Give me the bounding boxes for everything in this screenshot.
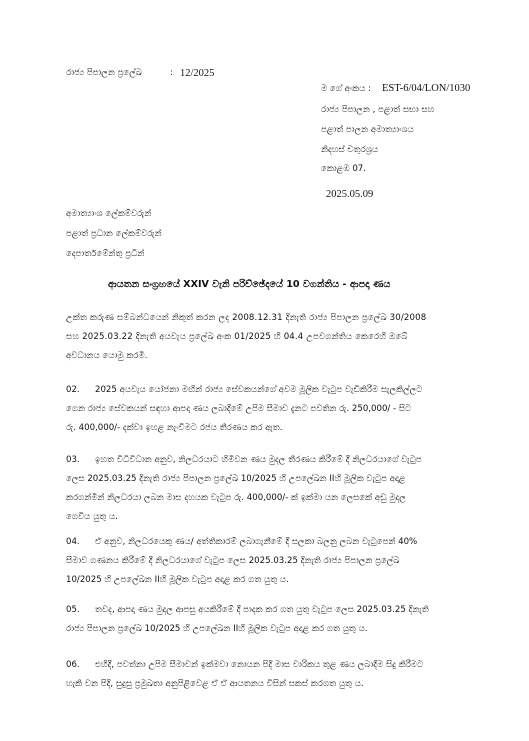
paragraph-line: රු. 400,000/- දක්වා ඉහළ නැංවීමට රජය තීරණය කර ඇත. xyxy=(66,423,283,433)
paragraph xyxy=(66,309,464,366)
circular-label: රාජ්‍ය පිපාලන ප්‍රලේඛ xyxy=(66,68,142,78)
circular-number: 12/2025 xyxy=(180,68,215,79)
paragraph-line: උක්ත කරුණ සම්බන්ධයෙන් නිකුත් කරන ලද 2008.12.31 දිනැති රාජ්‍ය පිපාලන ප්‍රලේඛ 30/2008 xyxy=(66,313,427,323)
paragraph-line xyxy=(66,656,464,675)
paragraph-line: කරගන්මින් නිලධරයා ලබන මාස දහයක වැටුප රු. 400,000/- ක් ඉක්මා යන ලෙසකේ අඩු මුදල xyxy=(66,493,406,503)
paragraph-number: 04. xyxy=(66,537,80,547)
paragraph-line xyxy=(66,381,464,400)
paragraph-line xyxy=(66,601,464,620)
letter-date: 2025.05.09 xyxy=(326,189,374,200)
paragraph-line: සීමාව ගණනය කිරීමේ දී නිලධරයාගේ වැටුප ලෙස 2025.03.25 දිනැති රාජ්‍ය පිපාලන ප්‍රලේඛ xyxy=(66,556,400,566)
subject-heading: ආයතන සංග්‍රහයේ XXIV වැනි පරිච්ඡේදයේ 10 වගන්තිය - ආපදා ණය xyxy=(108,279,391,290)
paragraph-number: 02. xyxy=(66,385,80,395)
paragraph-line xyxy=(66,533,464,552)
paragraph-line: හැකි වන පිදි, සුදුසු ප්‍රමුඛතා අනුපිළිවෙළ ඒ ඒ ආයතනය විසින් සකස් කරගත යුතු ය. xyxy=(66,679,364,689)
paragraph-number: 05. xyxy=(66,605,80,615)
paragraph-text: එහිදී, පවත්නා උපිම සීමාවන් ඉක්මවා නොයන පිදි මාස වාරිකය තුළ ණය ලබාදීම සිදු කිරීමට xyxy=(95,660,424,670)
circular-separator: : xyxy=(170,68,173,78)
office-line: කොළඹ 07. xyxy=(321,164,366,174)
paragraph-line xyxy=(66,451,464,470)
reference-number: EST-6/04/LON/1030 xyxy=(382,83,471,94)
paragraph-line: සහ 2025.03.22 දිනැති අයවැය ප්‍රලේඛ අංක 01/2025 හි 04.4 උපවගන්තිය කෙරෙහි ඔබේ xyxy=(66,332,408,342)
paragraph xyxy=(66,601,464,639)
paragraph xyxy=(66,451,464,527)
paragraph xyxy=(66,381,464,438)
recipient-line: පළාත් ප්‍රධාන ලේකම්වරුන් xyxy=(66,229,162,239)
paragraph-number: 06. xyxy=(66,660,80,670)
paragraph xyxy=(66,533,464,590)
paragraph-line: අවධානය යොමු කරමි. xyxy=(66,351,148,361)
paragraph-line: ගෙන රාජ්‍ය සේවකයන් සඳහා ආපදා ණය ලබාදීමේ උපිම සීමාව දැනට පවතින රු. 250,000/ - සිට xyxy=(66,404,412,414)
paragraph-line: ලෙස 2025.03.25 දිනැති රාජ්‍ය පිපාලන ප්‍රලේඛ 10/2025 හි උපලේඛන IIහි මූලික වැටුප අදාළ xyxy=(66,474,406,484)
paragraph xyxy=(66,656,464,694)
office-line: නිදහස් චතුරශ්‍රය xyxy=(321,145,379,155)
office-line: රාජ්‍ය පිපාලන , පළාත් සභා සහ xyxy=(321,105,435,115)
paragraph-number: 03. xyxy=(66,455,80,465)
paragraph-line: රාජ්‍ය පිපාලන ප්‍රලේඛ 10/2025 හි උපලේඛන IIහි මූලික වැටුප අදාළ කර ගත යුතු ය. xyxy=(66,624,368,634)
recipient-line: දෙපාර්තමේන්තු ප්‍රධීන් xyxy=(66,249,145,259)
reference-label: ම ගේ අංකය : xyxy=(321,84,371,94)
paragraph-text: තවද, ආපදා ණය මුදල ආපසු අයකිරීමේ දී පාදක කර ගත යුතු වැටුප ලෙස 2025.03.25 දිනැති xyxy=(95,605,429,615)
office-line: පළාත් පාලන අමාත්‍යාංශය xyxy=(321,125,414,135)
paragraph-text: ඒ අනුව, නිලධරයෙකු ණය/ අත්තිකාරම් ලබාගැනීමේ දී සලකා බලනු ලබන වැටුපෙන් 40% xyxy=(95,537,418,547)
paragraph-line: 10/2025 හි උපලේඛන IIහි මූලික වැටුප අදාළ කර ගත යුතු ය. xyxy=(66,575,289,585)
paragraph-text: 2025 අයවැය යෝජනා මඟින් රාජ්‍ය සේවකයන්ගේ අවම මූලික වැටුප වැඩිකිරීම සැලකිල්ලට xyxy=(95,385,423,395)
paragraph-text: ඉහත විධිවිධාන අනුව, නිලධරයාට හිමිවන ණය මුදල තීරණය කිරීමේ දී නිලධරයාගේ වැටුප xyxy=(95,455,422,465)
recipient-line: අමාත්‍යාංශ ලේකම්වරුන් xyxy=(66,209,152,219)
paragraph-line: ගෙවිය යුතු ය. xyxy=(66,512,118,522)
